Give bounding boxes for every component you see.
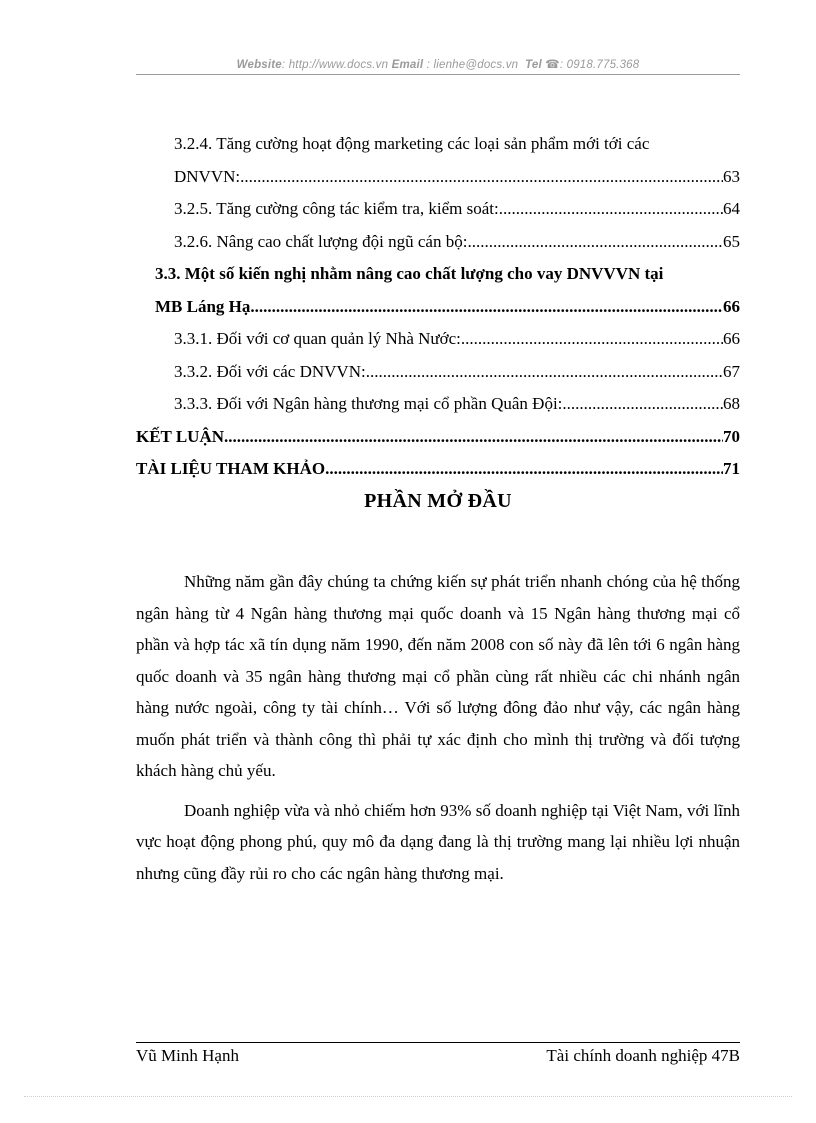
toc-leader — [325, 453, 723, 486]
toc-page-number: 64 — [723, 199, 740, 218]
toc-leader — [499, 193, 723, 226]
page-header — [136, 57, 740, 71]
toc-item-text: TÀI LIỆU THAM KHẢO — [136, 459, 326, 478]
toc-item-3-2-6 — [136, 226, 740, 259]
page-footer — [136, 1046, 740, 1066]
toc-item-3-2-4-line2 — [136, 161, 740, 194]
toc-page-number: 71 — [723, 459, 740, 478]
toc-page-number: 63 — [723, 166, 740, 186]
email-label: Email — [391, 59, 424, 71]
toc-leader — [461, 323, 723, 356]
email-value: : lienhe@docs.vn — [423, 59, 519, 71]
toc-leader — [366, 356, 723, 389]
body-text — [136, 566, 740, 897]
toc-item-text: 3.3. Một số kiến nghị nhằm nâng cao chất lượng cho vay DNVVVN tại — [155, 264, 664, 283]
toc-leader — [224, 421, 723, 454]
toc-item-text: 3.2.5. Tăng cường công tác kiểm tra, kiểm soát: — [174, 199, 499, 218]
toc-item-3-3-line2 — [136, 291, 740, 324]
section-title: PHẦN MỞ ĐẦU — [364, 490, 512, 512]
website-label: Website — [236, 59, 282, 71]
phone-icon: ☎ — [545, 59, 560, 71]
toc-item-text: 3.3.2. Đối với các DNVVN: — [174, 361, 366, 381]
toc-item-text: KẾT LUẬN — [136, 426, 225, 446]
page-bottom-divider — [24, 1096, 792, 1097]
toc-item-3-2-4-line1 — [136, 128, 740, 161]
paragraph: Những năm gần đây chúng ta chứng kiến sự phát triển nhanh chóng của hệ thống ngân hàng từ 4 Ngân hàng thương mại quốc doanh và 15 Ngân hàng thương mại cổ phần và hợp tác xã tín dụng năm 1990, đến năm 2008 con số này đã lên tới 6 ngân hàng quốc doanh và 35 ngân hàng thương mại cổ phần cùng rất nhiều các chi nhánh ngân hàng nước ngoài, công ty tài chính… Với số lượng đông đảo như vậy, các ngân hàng muốn phát triển và thành công thì phải tự xác định cho mình thị trường và đối tượng khách hàng chủ yếu. — [136, 572, 740, 780]
toc-page-number: 67 — [723, 361, 740, 381]
toc-item-text: 3.2.4. Tăng cường hoạt động marketing các loại sản phẩm mới tới các — [174, 134, 650, 153]
toc-item-3-3-1 — [136, 323, 740, 356]
toc-item-ket-luan — [136, 421, 740, 454]
toc-item-text: 3.3.3. Đối với Ngân hàng thương mại cổ phần Quân Đội: — [174, 394, 563, 413]
toc-item-3-2-5 — [136, 193, 740, 226]
table-of-contents — [136, 128, 740, 486]
toc-page-number: 70 — [723, 426, 740, 446]
toc-item-text: 3.3.1. Đối với cơ quan quản lý Nhà Nước: — [174, 329, 461, 348]
toc-leader — [467, 226, 723, 259]
toc-leader — [240, 161, 723, 194]
paragraph: Doanh nghiệp vừa và nhỏ chiếm hơn 93% số doanh nghiệp tại Việt Nam, với lĩnh vực hoạt động phong phú, quy mô đa dạng đang là thị trường mang lại nhiều lợi nhuận nhưng cũng đầy rủi ro cho các ngân hàng thương mại. — [136, 800, 740, 883]
footer-divider — [136, 1042, 740, 1043]
header-divider — [136, 74, 740, 75]
toc-page-number: 66 — [723, 329, 740, 348]
toc-item-3-3-line1 — [136, 258, 740, 291]
toc-leader — [250, 291, 723, 324]
tel-label: Tel — [525, 59, 542, 71]
toc-item-text: MB Láng Hạ — [155, 296, 251, 316]
toc-page-number: 66 — [723, 296, 740, 316]
toc-item-text: DNVVN: — [174, 166, 241, 186]
toc-item-3-3-3 — [136, 388, 740, 421]
toc-item-3-3-2 — [136, 356, 740, 389]
footer-author: Vũ Minh Hạnh — [136, 1046, 239, 1065]
toc-leader — [562, 388, 723, 421]
website-value: : http://www.docs.vn — [281, 59, 389, 71]
toc-item-text: 3.2.6. Nâng cao chất lượng đội ngũ cán bộ: — [174, 231, 468, 251]
toc-page-number: 68 — [723, 394, 740, 413]
toc-page-number: 65 — [723, 231, 740, 251]
tel-value: : 0918.775.368 — [559, 59, 640, 71]
toc-item-tai-lieu — [136, 453, 740, 486]
footer-class: Tài chính doanh nghiệp 47B — [546, 1046, 740, 1065]
